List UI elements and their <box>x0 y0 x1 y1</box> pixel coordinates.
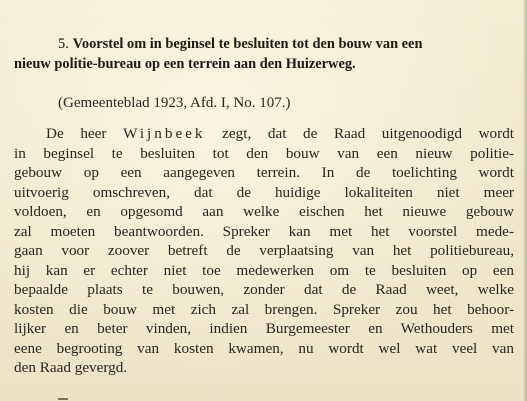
heading-line-1 <box>58 34 518 54</box>
paragraph-line: hij kan er echter niet toe medewerken om te besluiten op een <box>14 261 514 279</box>
heading-text-1: Voorstel om in beginsel te besluiten tot den bouw van een <box>72 36 423 52</box>
speech-paragraph <box>14 124 514 378</box>
gemeenteblad-reference: (Gemeenteblad 1923, Afd. I, No. 107.) <box>58 95 291 111</box>
paragraph-line: lijker en beter vinden, indien Burgemeester en Wethouders met <box>14 320 514 337</box>
paragraph-line: eene begrooting van kosten kwamen, nu wordt wel wat veel van <box>14 339 514 357</box>
agenda-item-heading <box>14 34 518 74</box>
speaker-name: Wijnbeek <box>123 125 206 142</box>
paragraph-line: den Raad gevergd. <box>14 359 128 376</box>
heading-line-2: nieuw politie-bureau op een terrein aan den Huizerweg. <box>14 56 356 72</box>
paragraph-line: uitvoerig omschreven, dat de huidige lokaliteiten niet meer <box>14 183 514 201</box>
page-edge-shadow <box>523 0 527 401</box>
agenda-item-number: 5. <box>58 36 69 52</box>
paragraph-line: zal moeten beantwoorden. Spreker kan met het voorstel mede- <box>14 222 514 240</box>
paragraph-line-1-rest: zegt, dat de Raad uitgenoodigd wordt <box>222 125 515 142</box>
paragraph-line: bepaalde plaats te bouwen, zonder dat de Raad weet, welke <box>14 281 514 298</box>
paragraph-line: kosten die bouw met zich zal brengen. Spreker zou het behoor- <box>14 300 514 318</box>
paragraph-line <box>14 124 514 144</box>
paragraph-line: in beginsel te besluiten tot den bouw van een nieuw politie- <box>14 144 514 162</box>
paragraph-intro: De heer <box>46 125 107 142</box>
paragraph-line: voldoen, en opgesomd aan welke eischen het nieuwe gebouw <box>14 203 514 220</box>
paragraph-line: gaan voor zoover betreft de verplaatsing van het politiebureau, <box>14 242 514 259</box>
cut-off-text-fragment <box>58 393 76 401</box>
paragraph-line: gebouw op een aangegeven terrein. In de toelichting wordt <box>14 164 514 181</box>
